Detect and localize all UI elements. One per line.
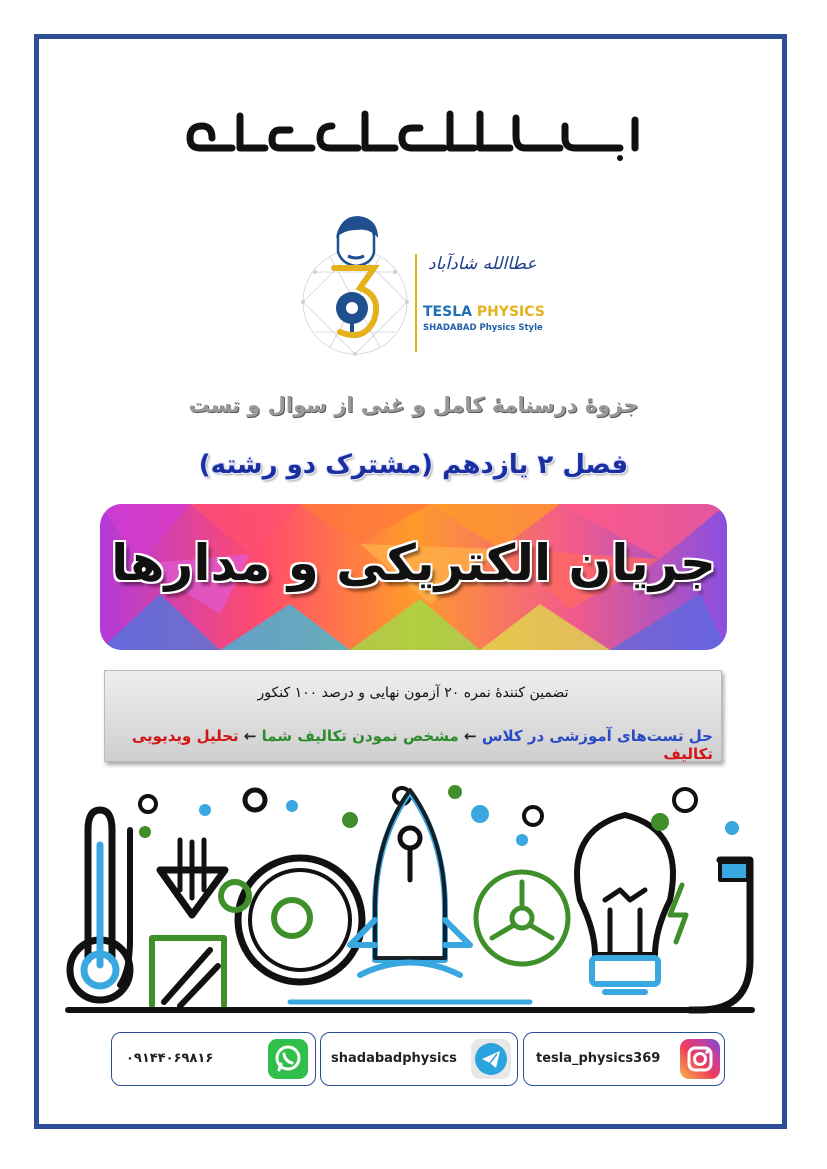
instagram-contact[interactable] (523, 1032, 725, 1086)
telegram-contact[interactable] (320, 1032, 518, 1086)
decorative-dots (139, 785, 739, 846)
features-line (105, 727, 713, 763)
telegram-handle: shadabadphysics (331, 1051, 457, 1066)
instagram-icon[interactable] (680, 1039, 720, 1079)
brand-part1: TESLA (423, 304, 472, 320)
arrow-1: ← (458, 727, 482, 745)
science-illustration (60, 770, 760, 1025)
title-banner (100, 504, 727, 650)
feature-video-analysis: تحلیل ویدیویی تکالیف (131, 727, 713, 763)
brand-name (423, 304, 545, 320)
brand-tagline: SHADABAD Physics Style (423, 323, 543, 333)
instagram-handle: tesla_physics369 (536, 1051, 661, 1066)
banner-title: جریان الکتریکی و مدارها (111, 534, 716, 592)
feature-homework: مشخص نمودن تکالیف شما (261, 727, 459, 745)
feature-class-tests: حل تست‌های آموزشی در کلاس (481, 727, 713, 745)
tesla-physics-logo (290, 212, 545, 362)
whatsapp-contact[interactable] (111, 1032, 316, 1086)
arrow-2: ← (238, 727, 262, 745)
guarantee-text: تضمین کنندهٔ نمره ۲۰ آزمون نهایی و درصد ۱۰۰ کنکور (257, 685, 569, 701)
chapter-heading: فصل ۲ یازدهم (مشترک دو رشته) (198, 450, 629, 480)
phone-number: ۰۹۱۴۴۰۶۹۸۱۶ (126, 1051, 214, 1066)
author-name: عطاالله شادآباد (428, 254, 537, 274)
brand-part2: PHYSICS (476, 304, 545, 320)
features-box (104, 670, 722, 762)
bismillah-calligraphy (180, 100, 650, 162)
telegram-icon[interactable] (471, 1039, 511, 1079)
whatsapp-icon[interactable] (268, 1039, 308, 1079)
booklet-subtitle: جزوهٔ درسنامهٔ کامل و غنی از سوال و تست (188, 393, 639, 417)
